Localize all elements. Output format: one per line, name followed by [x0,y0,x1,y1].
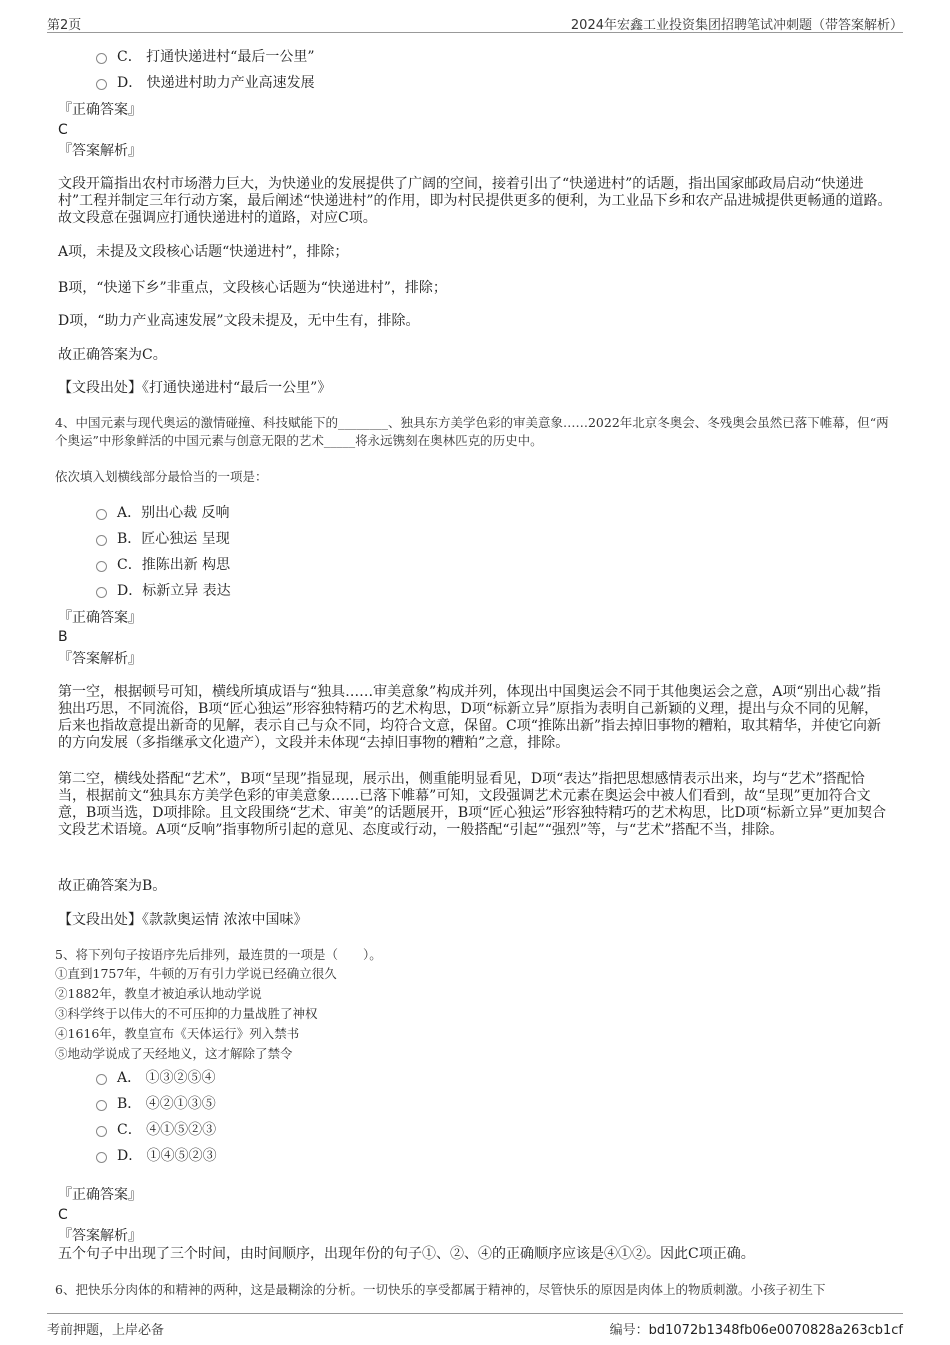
q5-option-a[interactable]: A． ①③②⑤④ [96,1069,216,1087]
q4-prompt: 依次填入划横线部分最恰当的一项是： [55,469,268,484]
q5-answer: C [58,1207,68,1223]
document-title: 2024年宏鑫工业投资集团招聘笔试冲刺题（带答案解析） [570,18,903,33]
q3-correct-label: 『正确答案』 [58,102,142,118]
radio-icon[interactable] [96,509,107,520]
q5-sentence-3: ③科学终于以伟大的不可压抑的力量战胜了神权 [55,1006,318,1021]
q4-conclusion: 故正确答案为B。 [58,878,167,894]
q5-sentence-2: ②1882年，教皇才被迫承认地动学说 [55,986,262,1001]
page-footer [47,1313,903,1336]
q3-option-c[interactable]: C． 打通快递进村“最后一公里” [96,48,314,66]
q5-option-c[interactable]: C． ④①⑤②③ [96,1121,216,1139]
document-code: 编号：bd1072b1348fb06e0070828a263cb1cf [609,1323,903,1338]
q5-correct-label: 『正确答案』 [58,1187,142,1203]
q4-stem: 4、中国元素与现代奥运的激情碰撞、科技赋能下的________、独具东方美学色彩的审美意象……2022年北京冬奥会、冬残奥会虽然已落下帷幕，但“两个奥运”中形象鲜活的中国元素与创意无限的艺术_____将永远镌刻在奥林匹克的历史中。 [55,415,889,448]
q3-answer: C [58,122,68,138]
q4-analysis-label: 『答案解析』 [58,651,142,667]
q4-analysis-para1: 第一空，根据顿号可知，横线所填成语与“独具……审美意象”构成并列，体现出中国奥运会不同于其他奥运会之意，A项“别出心裁”指独出巧思，不同流俗，B项“匠心独运”形容独特精巧的艺术构思，D项“标新立异”原指为表明自己新颖的义理，提出与众不同的见解，后来也指故意提出新奇的见解，表示自己与众不同，均符合文意，保留。C项“推陈出新”指去掉旧事物的糟粕，取其精华，并使它向新的方向发展（多指继承文化遗产），文段并未体现“去掉旧事物的糟粕”之意，排除。 [58,684,882,751]
radio-icon[interactable] [96,587,107,598]
q4-option-c[interactable]: C．推陈出新 构思 [96,556,230,574]
radio-icon[interactable] [96,1074,107,1085]
q3-analysis-a: A项，未提及文段核心话题“快递进村”，排除； [58,244,349,260]
radio-icon[interactable] [96,561,107,572]
q5-analysis-label: 『答案解析』 [58,1228,142,1244]
q3-option-d[interactable]: D． 快递进村助力产业高速发展 [96,74,315,92]
page-header [47,12,903,33]
q4-option-a[interactable]: A．别出心裁 反响 [96,504,230,522]
q3-analysis-label: 『答案解析』 [58,143,142,159]
q5-option-d[interactable]: D． ①④⑤②③ [96,1147,217,1165]
q5-sentence-4: ④1616年，教皇宣布《天体运行》列入禁书 [55,1026,300,1041]
q4-option-b[interactable]: B．匠心独运 呈现 [96,530,230,548]
q5-sentence-1: ①直到1757年，牛顿的万有引力学说已经确立很久 [55,966,337,981]
radio-icon[interactable] [96,1152,107,1163]
radio-icon[interactable] [96,1100,107,1111]
q4-correct-label: 『正确答案』 [58,610,142,626]
q4-source: 【文段出处】《款款奥运情 浓浓中国味》 [58,912,308,928]
q4-answer: B [58,629,68,645]
q5-analysis: 五个句子中出现了三个时间，由时间顺序，出现年份的句子①、②、④的正确顺序应该是④①②。因此C项正确。 [58,1246,755,1262]
radio-icon[interactable] [96,79,107,90]
radio-icon[interactable] [96,53,107,64]
q3-analysis-d: D项，“助力产业高速发展”文段未提及，无中生有，排除。 [58,313,420,329]
q5-sentence-5: ⑤地动学说成了天经地义，这才解除了禁令 [55,1046,293,1061]
q3-analysis-para: 文段开篇指出农村市场潜力巨大，为快递业的发展提供了广阔的空间，接着引出了“快递进村”的话题，指出国家邮政局启动“快递进村”工程并制定三年行动方案，最后阐述“快递进村”的作用，即为村民提供更多的便利，为工业品下乡和农产品进城提供更畅通的道路。故文段意在强调应打通快递进村的道路，对应C项。 [58,176,892,226]
q5-option-b[interactable]: B． ④②①③⑤ [96,1095,216,1113]
q3-analysis-b: B项，“快递下乡”非重点，文段核心话题为“快递进村”，排除； [58,280,447,296]
q4-option-d[interactable]: D．标新立异 表达 [96,582,231,600]
page-number: 第2页 [47,18,82,33]
footer-slogan: 考前押题，上岸必备 [47,1323,165,1338]
q3-conclusion: 故正确答案为C。 [58,347,167,363]
q3-source: 【文段出处】《打通快递进村“最后一公里”》 [58,380,332,396]
q4-analysis-para2: 第二空，横线处搭配“艺术”，B项“呈现”指显现，展示出，侧重能明显看见，D项“表达”指把思想感情表示出来，均与“艺术”搭配恰当，根据前文“独具东方美学色彩的审美意象……已落下帷幕”可知，文段强调艺术元素在奥运会中被人们看到，故“呈现”更加符合文意，B项当选，D项排除。且文段围绕“艺术、审美”的话题展开，B项“匠心独运”形容独特精巧的艺术构思，比D项“标新立异”更加契合文段艺术语境。A项“反响”指事物所引起的意见、态度或行动，一般搭配“引起”“强烈”等，与“艺术”搭配不当，排除。 [58,771,886,838]
q5-stem: 5、将下列句子按语序先后排列，最连贯的一项是（ ）。 [55,947,382,962]
radio-icon[interactable] [96,1126,107,1137]
q6-stem: 6、把快乐分肉体的和精神的两种，这是最糊涂的分析。一切快乐的享受都属于精神的，尽管快乐的原因是肉体上的物质刺激。小孩子初生下 [55,1282,826,1297]
radio-icon[interactable] [96,535,107,546]
